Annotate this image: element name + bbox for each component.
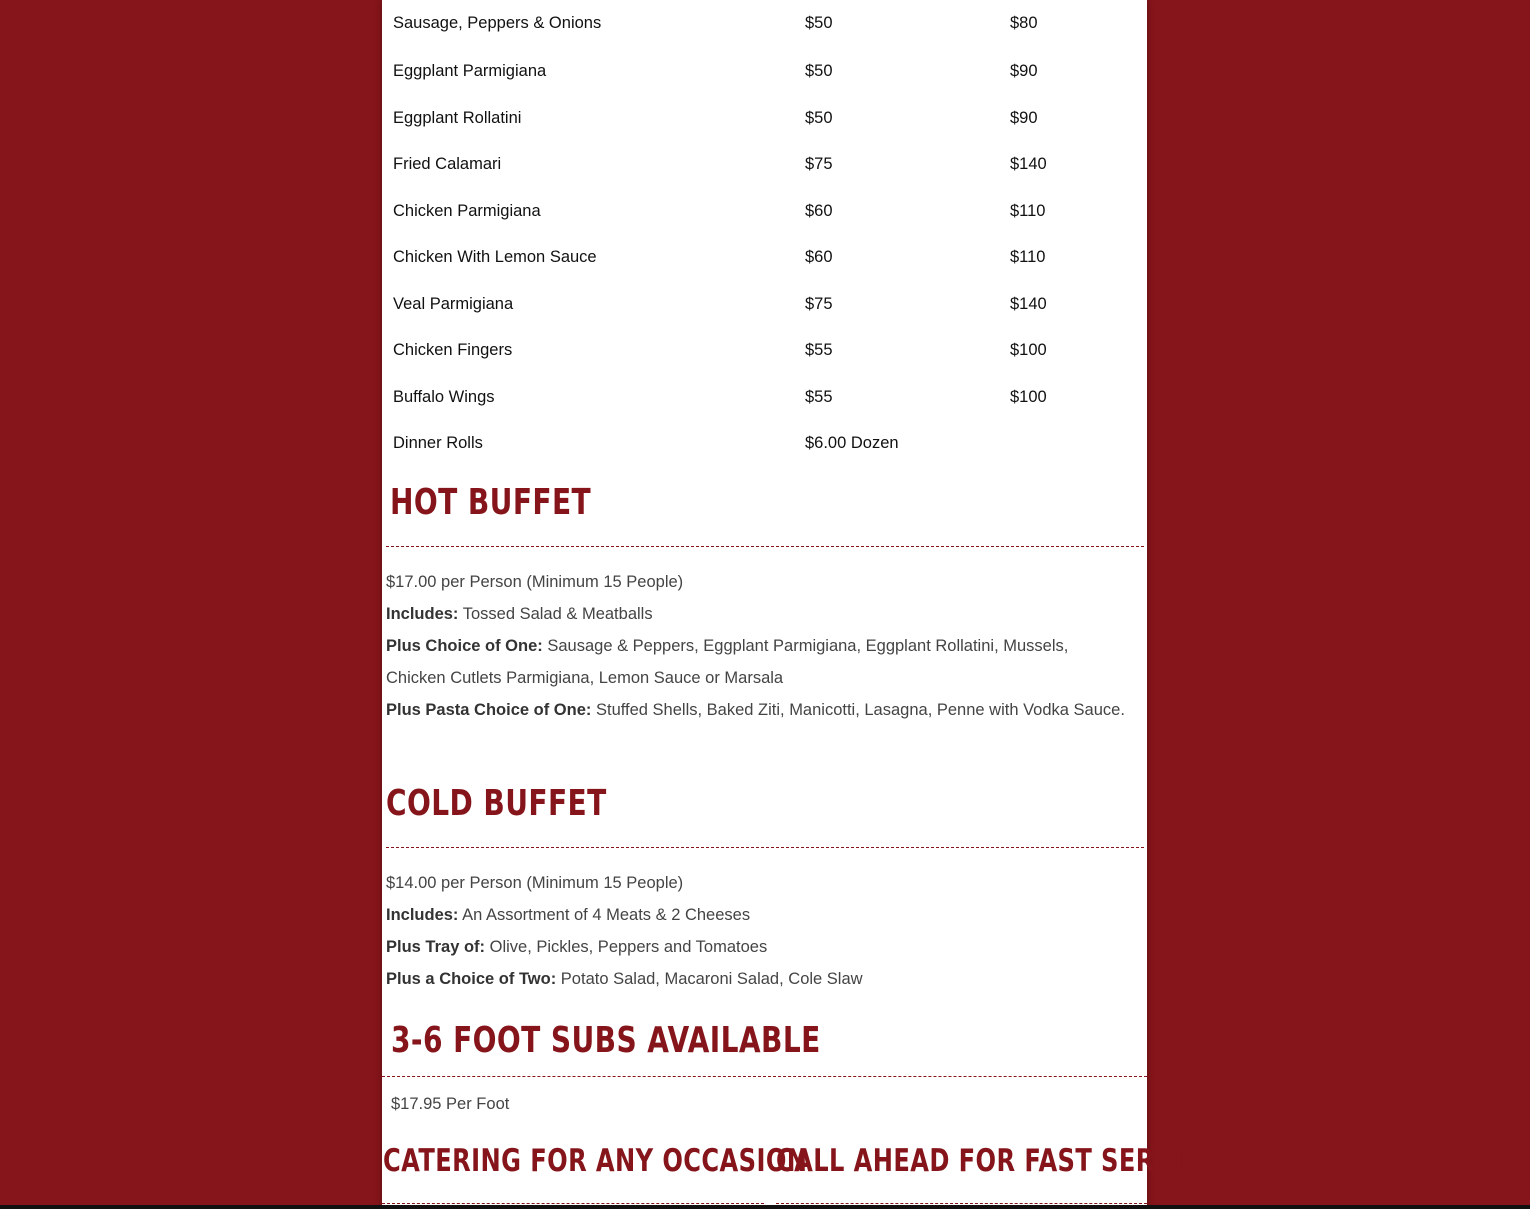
price-half-tray: $55 bbox=[805, 341, 833, 359]
price-table bbox=[383, 0, 1147, 468]
hot-buffet-heading: HOT BUFFET bbox=[390, 482, 592, 523]
price-row bbox=[383, 48, 1147, 95]
subs-divider bbox=[382, 1076, 1147, 1077]
price-full-tray: $140 bbox=[1010, 155, 1047, 173]
hot-buffet-pasta bbox=[386, 694, 1131, 726]
price-row bbox=[383, 95, 1147, 142]
price-item-name: Chicken With Lemon Sauce bbox=[393, 248, 597, 266]
price-row bbox=[383, 327, 1147, 374]
price-full-tray: $140 bbox=[1010, 294, 1047, 313]
price-half-tray: $55 bbox=[805, 387, 833, 406]
cold-buffet-details bbox=[386, 867, 1131, 995]
menu-page bbox=[382, 0, 1219, 1209]
price-full-tray: $110 bbox=[1010, 201, 1046, 220]
hot-buffet-choice-text: Sausage & Peppers, Eggplant Parmigiana, Eggplant Rollatini, Mussels, Chicken Cutlets Parmigiana, Lemon Sauce or Marsala bbox=[386, 637, 1069, 687]
call-ahead-divider bbox=[776, 1203, 1147, 1204]
hot-buffet-includes bbox=[386, 598, 1131, 630]
price-full-tray: $100 bbox=[1010, 341, 1047, 359]
price-half-tray: $60 bbox=[805, 201, 833, 220]
price-item-name: Fried Calamari bbox=[393, 155, 502, 173]
hot-buffet-details bbox=[386, 566, 1131, 726]
price-item-name: Veal Parmigiana bbox=[393, 294, 514, 313]
price-item-name: Eggplant Parmigiana bbox=[393, 62, 547, 80]
hot-buffet-pasta-label: Plus Pasta Choice of One: bbox=[386, 701, 592, 719]
price-half-tray: $50 bbox=[805, 62, 833, 80]
price-full-tray: $90 bbox=[1010, 108, 1038, 127]
cold-buffet-heading: COLD BUFFET bbox=[386, 783, 607, 824]
cold-buffet-choice bbox=[386, 963, 1131, 995]
cold-buffet-includes bbox=[386, 899, 1131, 931]
price-full-tray: $100 bbox=[1010, 387, 1047, 406]
cold-buffet-tray bbox=[386, 931, 1131, 963]
hot-buffet-choice-label: Plus Choice of One: bbox=[386, 637, 543, 655]
price-item-name: Dinner Rolls bbox=[393, 434, 483, 452]
subs-heading: 3-6 FOOT SUBS AVAILABLE bbox=[391, 1020, 821, 1061]
hot-buffet-price: $17.00 per Person (Minimum 15 People) bbox=[386, 573, 684, 591]
price-row bbox=[383, 141, 1147, 188]
price-full-tray: $90 bbox=[1010, 62, 1038, 80]
price-half-tray: $75 bbox=[805, 294, 833, 313]
price-row bbox=[383, 234, 1147, 281]
cold-buffet-tray-label: Plus Tray of: bbox=[386, 938, 486, 956]
catering-heading: CATERING FOR ANY OCCASION bbox=[383, 1143, 808, 1179]
hot-buffet-pasta-text: Stuffed Shells, Baked Ziti, Manicotti, Lasagna, Penne with Vodka Sauce. bbox=[591, 701, 1125, 719]
cold-buffet-price: $14.00 per Person (Minimum 15 People) bbox=[386, 874, 684, 892]
call-ahead-heading: CALL AHEAD FOR FAST SERVICE bbox=[776, 1143, 1219, 1179]
hot-buffet-choice bbox=[386, 630, 1131, 694]
catering-divider bbox=[382, 1203, 764, 1204]
cold-buffet-choice-label: Plus a Choice of Two: bbox=[386, 970, 557, 988]
hot-buffet-divider bbox=[386, 546, 1144, 547]
cold-buffet-tray-text: Olive, Pickles, Peppers and Tomatoes bbox=[485, 938, 768, 956]
price-item-name: Eggplant Rollatini bbox=[393, 108, 522, 127]
price-item-name: Buffalo Wings bbox=[393, 387, 495, 406]
hot-buffet-includes-text: Tossed Salad & Meatballs bbox=[458, 605, 653, 623]
price-full-tray: $80 bbox=[1010, 14, 1038, 32]
price-full-tray: $110 bbox=[1010, 248, 1046, 266]
price-item-name: Chicken Fingers bbox=[393, 341, 513, 359]
price-row bbox=[383, 188, 1147, 235]
cold-buffet-includes-label: Includes: bbox=[386, 906, 459, 924]
cold-buffet-includes-text: An Assortment of 4 Meats & 2 Cheeses bbox=[458, 906, 751, 924]
subs-price: $17.95 Per Foot bbox=[391, 1095, 510, 1113]
hot-buffet-includes-label: Includes: bbox=[386, 605, 459, 623]
price-half-tray: $50 bbox=[805, 108, 833, 127]
cold-buffet-choice-text: Potato Salad, Macaroni Salad, Cole Slaw bbox=[556, 970, 863, 988]
price-row bbox=[383, 374, 1147, 421]
bottom-bar bbox=[0, 1205, 1530, 1209]
price-half-tray: $50 bbox=[805, 14, 833, 32]
price-item-name: Sausage, Peppers & Onions bbox=[393, 14, 602, 32]
price-item-name: Chicken Parmigiana bbox=[393, 201, 541, 220]
price-half-tray: $60 bbox=[805, 248, 833, 266]
cold-buffet-divider bbox=[386, 847, 1144, 848]
price-row bbox=[383, 420, 1147, 467]
price-half-tray: $6.00 Dozen bbox=[805, 434, 899, 452]
price-half-tray: $75 bbox=[805, 155, 833, 173]
price-row bbox=[383, 0, 1147, 48]
price-row bbox=[383, 281, 1147, 328]
